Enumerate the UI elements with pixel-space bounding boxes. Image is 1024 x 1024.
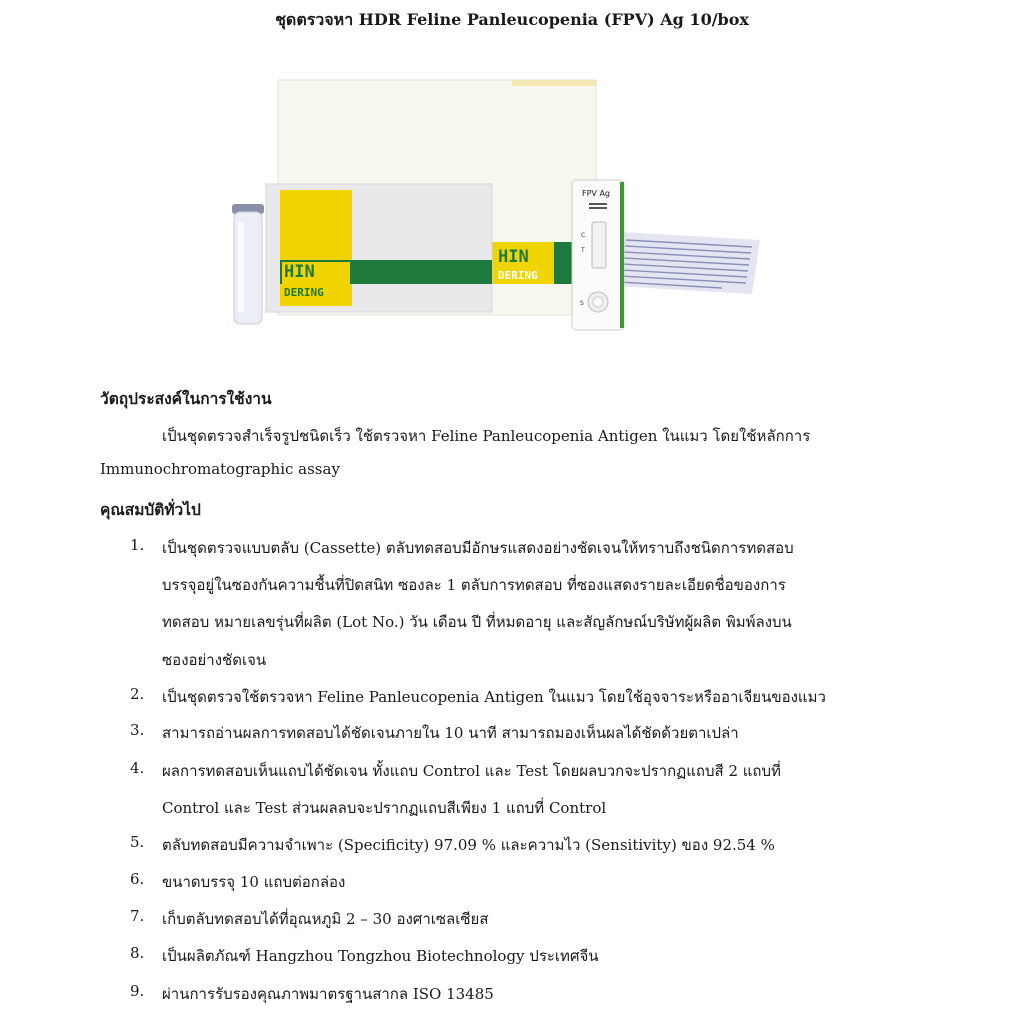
list-item-7-number: 7. [130, 907, 145, 925]
list-item-9-number: 9. [130, 982, 145, 1000]
sample-tube [232, 204, 264, 324]
list-item-2-line-1: เป็นชุดตรวจใช้ตรวจหา Feline Panleucopenia Antigen ในแมว โดยใช้อุจจาระหรืออาเจียนของแมว [162, 688, 826, 706]
list-item-7-line-1: เก็บตลับทดสอบได้ที่อุณหภูมิ 2 – 30 องศาเซลเซียส [162, 910, 489, 928]
properties-heading: คุณสมบัติทั่วไป [100, 500, 201, 519]
list-item-4-line-2: Control และ Test ส่วนผลลบจะปรากฏแถบสีเพียง 1 แถบที่ Control [162, 799, 607, 817]
list-item-9-line-1: ผ่านการรับรองคุณภาพมาตรฐานสากล ISO 13485 [162, 985, 494, 1003]
list-item-6-line-1: ขนาดบรรจุ 10 แถบต่อกล่อง [162, 873, 346, 891]
list-item-2-number: 2. [130, 685, 145, 703]
list-item-3-number: 3. [130, 721, 145, 739]
document-title: ชุดตรวจหา HDR Feline Panleucopenia (FPV) Ag 10/box [275, 10, 749, 29]
list-item-8-line-1: เป็นผลิตภัณฑ์ Hangzhou Tongzhou Biotechnology ประเทศจีน [162, 947, 599, 965]
cassette-mark-t: T [581, 247, 585, 254]
list-item-1-line-3: ทดสอบ หมายเลขรุ่นที่ผลิต (Lot No.) วัน เดือน ปี ที่หมดอายุ และสัญลักษณ์บริษัทผู้ผลิต พิมพ์ลงบน [162, 613, 792, 631]
product-photo [222, 72, 767, 342]
purpose-line-2: Immunochromatographic assay [100, 460, 340, 478]
list-item-5-line-1: ตลับทดสอบมีความจำเพาะ (Specificity) 97.09 % และความไว (Sensitivity) ของ 92.54 % [162, 836, 775, 854]
list-item-1-line-4: ซองอย่างชัดเจน [162, 651, 267, 669]
purpose-heading: วัตถุประสงค์ในการใช้งาน [100, 389, 272, 408]
box-brand-subtext: DERING [498, 269, 538, 282]
pouch-brand-text: HIN [284, 262, 315, 282]
list-item-6-number: 6. [130, 870, 145, 888]
list-item-3-line-1: สามารถอ่านผลการทดสอบได้ชัดเจนภายใน 10 นาที สามารถมองเห็นผลได้ชัดด้วยตาเปล่า [162, 724, 739, 742]
list-item-5-number: 5. [130, 833, 145, 851]
pouch-brand-subtext: DERING [284, 286, 324, 299]
list-item-4-number: 4. [130, 759, 145, 777]
cassette-mark-s: S [580, 300, 584, 307]
box-brand-text: HIN [498, 247, 529, 267]
list-item-8-number: 8. [130, 944, 145, 962]
list-item-1-line-2: บรรจุอยู่ในซองกันความชื้นที่ปิดสนิท ซองละ 1 ตลับการทดสอบ ที่ซองแสดงรายละเอียดชื่อของการ [162, 576, 786, 594]
test-cassette [572, 180, 624, 330]
foil-pouch [266, 184, 492, 312]
cassette-mark-c: C [581, 232, 586, 239]
list-item-1-number: 1. [130, 536, 145, 554]
list-item-1-line-1: เป็นชุดตรวจแบบตลับ (Cassette) ตลับทดสอบมีอักษรแสดงอย่างชัดเจนให้ทราบถึงชนิดการทดสอบ [162, 539, 794, 557]
list-item-4-line-1: ผลการทดสอบเห็นแถบได้ชัดเจน ทั้งแถบ Control และ Test โดยผลบวกจะปรากฏแถบสี 2 แถบที่ [162, 762, 781, 780]
instruction-leaflet [614, 232, 760, 294]
cassette-label: FPV Ag [582, 189, 610, 198]
purpose-line-1: เป็นชุดตรวจสำเร็จรูปชนิดเร็ว ใช้ตรวจหา Feline Panleucopenia Antigen ในแมว โดยใช้หลักการ [162, 427, 811, 445]
